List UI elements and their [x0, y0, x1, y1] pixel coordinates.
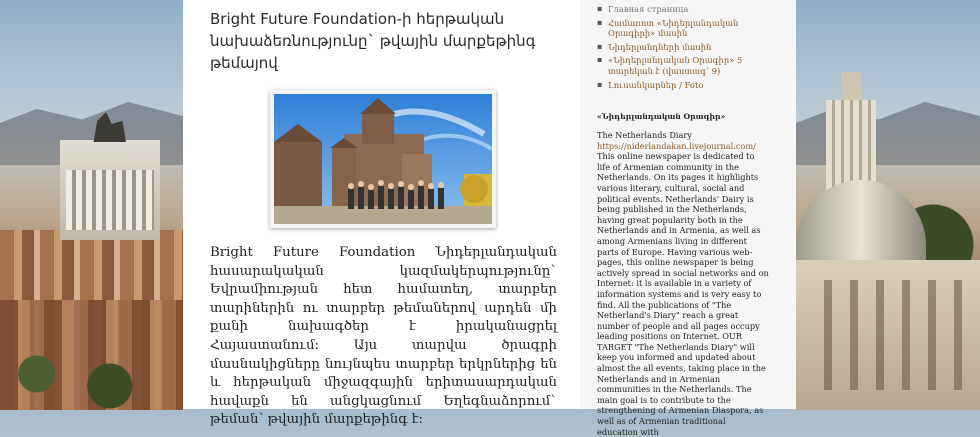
- nav-item-about-diary[interactable]: ▪ Համառոտ «Նիդերլանդական Օրագիրի» մասին: [597, 18, 787, 39]
- nav-item-about-netherlands[interactable]: ▪ Նիդերլանդների մասին: [597, 42, 787, 53]
- dome-drum: [826, 100, 876, 190]
- widget-title: «Նիդերլանդական Օրագիր»: [597, 112, 726, 121]
- sidebar: [580, 0, 796, 437]
- building-windows: [806, 280, 966, 390]
- sidebar-nav: [597, 4, 787, 93]
- main-content: [183, 0, 580, 428]
- article-photo-frame[interactable]: [270, 90, 496, 228]
- nav-item-photos[interactable]: ▪ Լուսանկարներ / Foto: [597, 80, 787, 91]
- nav-item-home[interactable]: ▪ Главная страница: [597, 4, 787, 15]
- page-title: Bright Future Foundation-ի հերթական նախաձեռնությունը` թվային մարքեթինգ թեմայով: [210, 10, 536, 72]
- background-scene-left: [0, 0, 183, 409]
- widget-text: This online newspaper is dedicated to life of Armenian community in the Netherlands. On its pages it highlights various literary, cultural, social and political events. Netherlands' Dairy is being published in the Netherlands, having great popularity both in the Netherlands and in Armenia, as well as among Armenians living in different parts of Europe. Having various web-pages, this online newspaper is being actively spread in social networks and on Internet: it is available in a variety of information systems and is very easy to find. All the publications of "The Netherland's Diary" reach a great number of people and all pages occupy leading positions on Internet. OUR TARGET "The Netherlands Diary" will keep you informed and updated about almost the all events, taking place in the Netherlands and in Armenian communities in the Netherlands. The main goal is to contribute to the strengthening of Armenian Diaspora, as well as of Armenian traditional education with: [597, 151, 769, 437]
- monument: [60, 140, 160, 240]
- article-photo: [274, 94, 492, 224]
- widget-link[interactable]: https://niderlandakan.livejournal.com/: [597, 140, 756, 151]
- widget-heading: The Netherlands Diary: [597, 130, 692, 140]
- widget-body: [597, 130, 769, 437]
- monument-columns: [66, 170, 154, 230]
- nav-item-anniversary[interactable]: ▪ «Նիդերլանդական Օրագիր» 5 տարեկան է (վաստագ՝ 9): [597, 55, 787, 76]
- background-scene-right: [796, 0, 980, 409]
- article-body: Bright Future Foundation Նիդերլանդական հասարակական կազմակերպությունը` Եվրամիության հետ համատեղ, տարբեր տարիներին ու տարբեր թեմաներով արդեն մի քանի նախագծեր է իրականացրել Հայաստանում: Այս տարվա ծրագրի մասնակիցները նույնպես տարբեր երկրներից են և հերթական միջազգային երիտասարդական հավաքն են անցկացնում Եղեգնաձորում` թեման՝ թվային մարքեթինգ է:: [210, 245, 557, 428]
- building-right: [796, 260, 980, 410]
- trees: [0, 350, 183, 410]
